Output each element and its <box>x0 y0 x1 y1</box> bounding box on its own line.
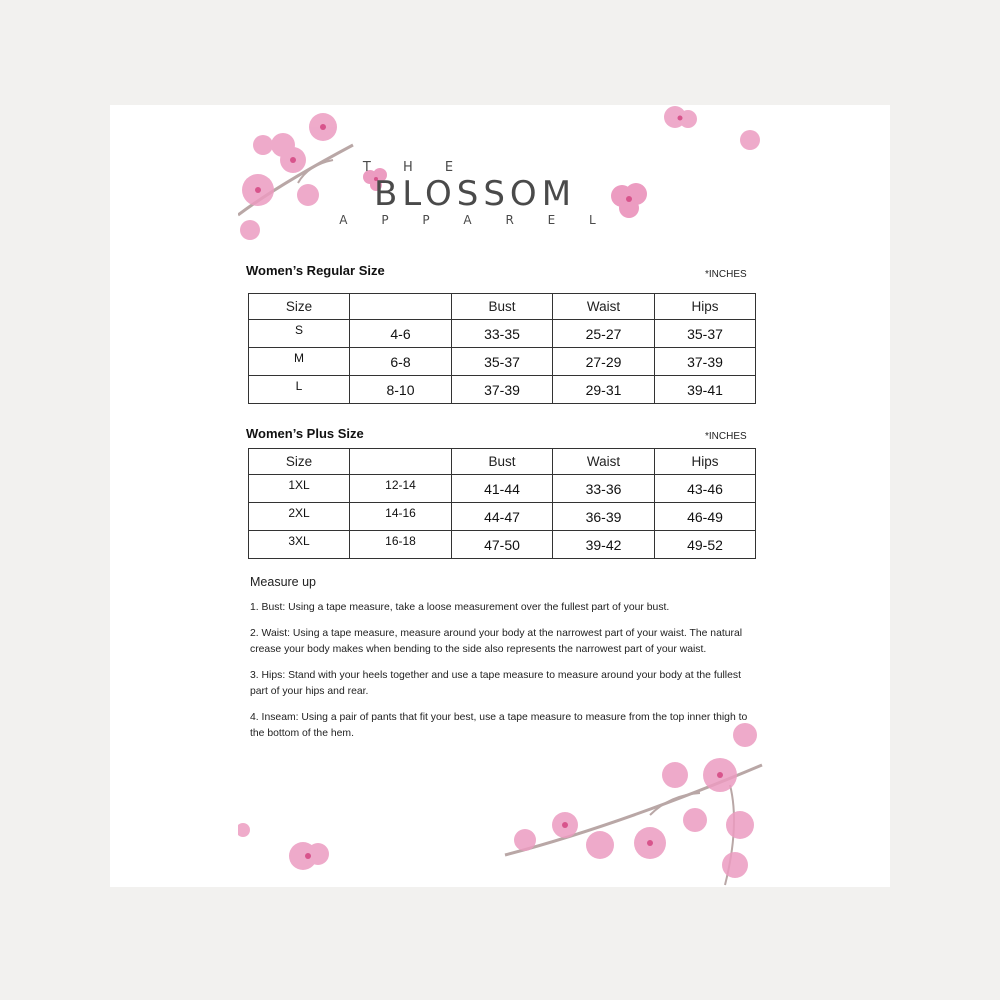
bust-cell: 35-37 <box>452 348 553 376</box>
measure-item-bust: 1. Bust: Using a tape measure, take a loose measurement over the fullest part of your bust. <box>250 602 670 613</box>
numeric-size-cell: 4-6 <box>350 320 452 348</box>
brand-logo <box>339 160 660 227</box>
regular-unit-label: *INCHES <box>705 269 747 280</box>
header-cell <box>350 294 452 320</box>
header-cell: Size <box>249 449 350 475</box>
size-cell: M <box>249 348 350 376</box>
regular-size-title: Women’s Regular Size <box>246 263 385 278</box>
waist-cell: 39-42 <box>553 531 655 559</box>
waist-cell: 27-29 <box>553 348 655 376</box>
size-cell: 3XL <box>249 531 350 559</box>
numeric-size-cell: 16-18 <box>350 531 452 559</box>
size-cell: L <box>249 376 350 404</box>
header-cell: Waist <box>553 294 655 320</box>
table-row <box>249 376 756 404</box>
size-cell: 1XL <box>249 475 350 503</box>
brand-apparel: A P P A R E L <box>339 213 611 227</box>
measure-instructions <box>250 574 760 752</box>
waist-cell: 25-27 <box>553 320 655 348</box>
hips-cell: 46-49 <box>655 503 756 531</box>
header-cell: Size <box>249 294 350 320</box>
numeric-size-cell: 8-10 <box>350 376 452 404</box>
size-cell: 2XL <box>249 503 350 531</box>
waist-cell: 36-39 <box>553 503 655 531</box>
table-row <box>249 531 756 559</box>
cherry-blossom-bottom-left-icon <box>238 818 338 884</box>
header-cell: Waist <box>553 449 655 475</box>
bust-cell: 37-39 <box>452 376 553 404</box>
bust-cell: 41-44 <box>452 475 553 503</box>
table-row <box>249 475 756 503</box>
plus-unit-label: *INCHES <box>705 431 747 442</box>
measure-item-inseam: 4. Inseam: Using a pair of pants that fit your best, use a tape measure to measure from the top inner thigh to the bottom of the hem. <box>250 712 748 739</box>
table-header-row <box>249 294 756 320</box>
measure-heading: Measure up <box>250 575 317 589</box>
brand-the: T H E <box>362 160 468 175</box>
table-header-row <box>249 449 756 475</box>
waist-cell: 33-36 <box>553 475 655 503</box>
numeric-size-cell: 14-16 <box>350 503 452 531</box>
table-row <box>249 348 756 376</box>
measure-item-hips: 3. Hips: Stand with your heels together and use a tape measure to measure around your body at the fullest part of your hips and rear. <box>250 670 741 697</box>
header-cell: Bust <box>452 449 553 475</box>
numeric-size-cell: 12-14 <box>350 475 452 503</box>
bust-cell: 33-35 <box>452 320 553 348</box>
hips-cell: 43-46 <box>655 475 756 503</box>
hips-cell: 39-41 <box>655 376 756 404</box>
numeric-size-cell: 6-8 <box>350 348 452 376</box>
cherry-blossom-top-right-icon <box>650 105 765 160</box>
header-cell: Bust <box>452 294 553 320</box>
table-row <box>249 503 756 531</box>
header-cell: Hips <box>655 449 756 475</box>
header-cell <box>350 449 452 475</box>
table-row <box>249 320 756 348</box>
size-cell: S <box>249 320 350 348</box>
hips-cell: 35-37 <box>655 320 756 348</box>
bust-cell: 47-50 <box>452 531 553 559</box>
plus-size-table <box>248 448 756 559</box>
brand-name: BLOSSOM <box>373 174 577 214</box>
hips-cell: 37-39 <box>655 348 756 376</box>
header-cell: Hips <box>655 294 756 320</box>
plus-size-title: Women’s Plus Size <box>246 426 364 441</box>
measure-item-waist: 2. Waist: Using a tape measure, measure around your body at the narrowest part of your waist. The natural crease your body makes when bending to the side also represents the narrowest part of your waist. <box>250 628 743 655</box>
bust-cell: 44-47 <box>452 503 553 531</box>
regular-size-table <box>248 293 756 404</box>
hips-cell: 49-52 <box>655 531 756 559</box>
waist-cell: 29-31 <box>553 376 655 404</box>
